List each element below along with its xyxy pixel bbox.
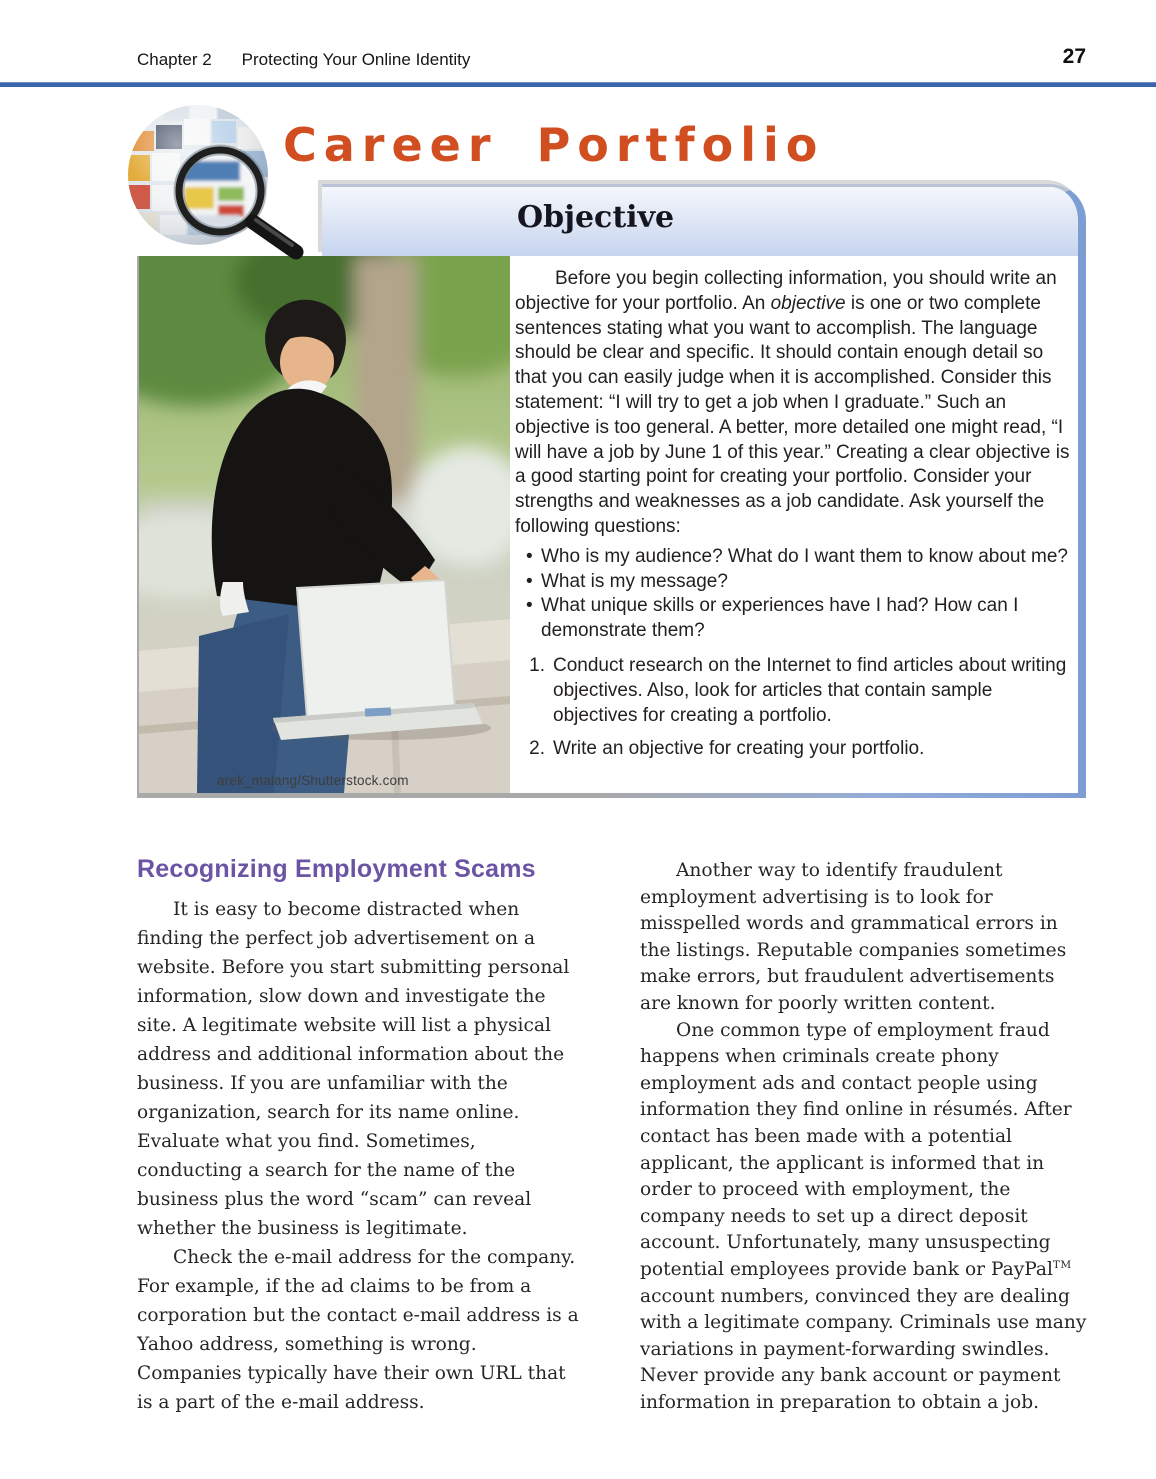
step-list-item: Write an objective for creating your portfolio. [553, 738, 925, 760]
step-list-item: Conduct research on the Internet to find articles about writing objectives. Also, look for articles that contain sample objectives for creating a portfolio. [553, 654, 1067, 726]
feature-title: Career Portfolio [283, 118, 825, 172]
header-rule [0, 82, 1156, 87]
career-portfolio-box [137, 256, 1086, 793]
left-column [137, 855, 584, 1417]
photo-credit: arek_malang/Shutterstock.com [217, 773, 409, 788]
globe-of-webpages-with-magnifier-icon [120, 103, 325, 263]
body-paragraph: Another way to identify fraudulent employment advertising is to look for misspelled words and grammatical errors in the listings. Reputable companies sometimes make errors, but fraudulent advertisements are known for poorly written content. [640, 860, 1067, 1014]
section-heading: Recognizing Employment Scams [137, 855, 536, 883]
banner-heading: Objective [517, 200, 675, 235]
chapter-label: Chapter 2 [137, 50, 212, 69]
body-paragraph: One common type of employment fraud happens when criminals create phony employment ads and contact people using information they find online in résumés. After contact has been made with a potential applicant, the applicant is informed that in order to proceed with employment, the company needs to set up a direct deposit account. Unfortunately, many unsuspecting potential employees provide bank or PayPal™ account numbers, convinced they are dealing with a legitimate company. Criminals use many variations in payment-forwarding swindles. Never provide any bank account or payment information in preparation to obtain a job. [640, 1019, 1087, 1413]
question-list-item: • Who is my audience? What do I want them to know about me? [515, 545, 1077, 570]
running-head [137, 50, 470, 70]
right-column [640, 855, 1087, 1417]
student-with-laptop-photo [139, 256, 510, 793]
objective-banner [322, 184, 1086, 256]
objective-text [515, 267, 1077, 762]
question-list-item: • What is my message? [515, 570, 1077, 595]
body-paragraph: It is easy to become distracted when finding the perfect job advertisement on a website. Before you start submitting personal information, slow down and investigate the site. A legitimate website will list a physical address and additional information about the business. If you are unfamiliar with the organization, search for its name online. Evaluate what you find. Sometimes, conducting a search for the name of the business plus the word “scam” can reveal whether the business is legitimate. [137, 899, 570, 1239]
objective-intro-paragraph: Before you begin collecting information, you should write an objective for your portfolio. An objective is one or two complete sentences stating what you want to accomplish. The language should be clear and specific. It should contain enough detail so that you can easily judge when it is accomplished. Consider this statement: “I will try to get a job when I graduate.” Such an objective is too general. A better, more detailed one might read, “I will have a job by June 1 of this year.” Creating a clear objective is a good starting point for creating your portfolio. Consider your strengths and weaknesses as a job candidate. Ask yourself the following questions: [515, 268, 1070, 537]
objective-steps-list [515, 654, 1077, 762]
body-paragraph: Check the e-mail address for the company. For example, if the ad claims to be from a corporation but the contact e-mail address is a Yahoo address, something is wrong. Companies typically have their own URL that is a part of the e-mail address. [137, 1247, 579, 1413]
article-columns [137, 855, 1087, 1417]
chapter-title: Protecting Your Online Identity [241, 50, 471, 69]
objective-questions-list [515, 545, 1077, 644]
page-number: 27 [1062, 45, 1086, 68]
question-list-item: • What unique skills or experiences have I had? How can I demonstrate them? [515, 594, 1077, 644]
